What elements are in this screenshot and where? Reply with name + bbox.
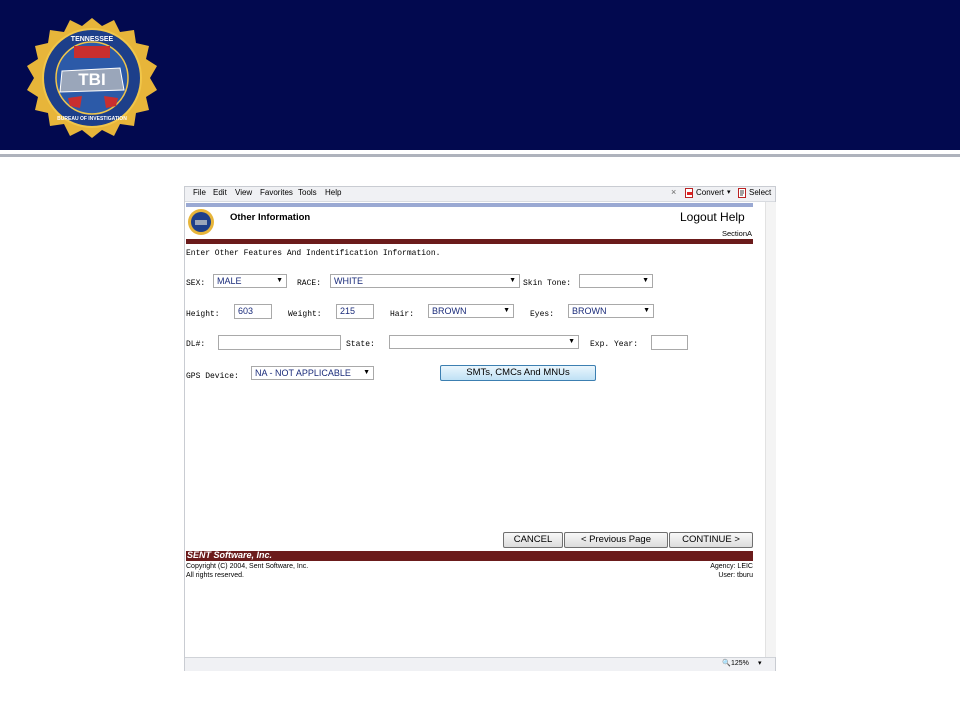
hair-label: Hair:: [390, 310, 415, 319]
eyes-select[interactable]: [568, 304, 654, 318]
chevron-down-icon: ▼: [509, 277, 516, 284]
race-select-value: WHITE: [334, 276, 363, 286]
copyright-text: Copyright (C) 2004, Sent Software, Inc.: [186, 563, 309, 570]
chevron-down-icon: ▼: [363, 369, 370, 376]
hair-select-value: BROWN: [432, 306, 467, 316]
chevron-down-icon: ▼: [643, 307, 650, 314]
eyes-select-value: BROWN: [572, 306, 607, 316]
section-label: SectionA: [721, 229, 752, 238]
close-toolbar-button[interactable]: ×: [671, 187, 677, 197]
exp-year-field[interactable]: [651, 335, 688, 350]
page-title: Other Information: [230, 212, 311, 223]
page-viewport: [185, 202, 765, 657]
height-label: Height:: [186, 310, 220, 319]
smt-button[interactable]: SMTs, CMCs And MNUs: [440, 365, 596, 381]
zoom-level[interactable]: 125%: [731, 660, 749, 667]
gps-select[interactable]: [251, 366, 374, 380]
agency-text: Agency: LEIC: [710, 563, 753, 570]
race-select[interactable]: [330, 274, 520, 288]
menu-favorites[interactable]: Favorites: [260, 188, 293, 197]
footer-brand: SENT Software, Inc.: [187, 550, 273, 560]
sex-select-value: MALE: [217, 276, 242, 286]
convert-button[interactable]: Convert: [696, 188, 725, 197]
state-label: State:: [346, 340, 375, 349]
weight-label: Weight:: [288, 310, 322, 319]
page-accent-bar: [186, 203, 753, 207]
menu-tools[interactable]: Tools: [298, 188, 317, 197]
chevron-down-icon: ▼: [568, 338, 575, 345]
banner-divider-shadow: [0, 154, 960, 157]
menu-bar: [185, 187, 775, 202]
menu-edit[interactable]: Edit: [213, 188, 227, 197]
state-select[interactable]: [389, 335, 579, 349]
menu-file[interactable]: File: [193, 188, 206, 197]
rights-text: All rights reserved.: [186, 572, 244, 579]
user-text: User: tburu: [718, 572, 753, 579]
chevron-down-icon: ▼: [276, 277, 283, 284]
header-divider: [186, 239, 753, 244]
hair-select[interactable]: [428, 304, 514, 318]
seal-center-text: TBI: [78, 70, 106, 89]
help-link[interactable]: Help: [720, 210, 745, 224]
gps-select-value: NA - NOT APPLICABLE: [255, 368, 351, 378]
menu-help[interactable]: Help: [325, 188, 342, 197]
header-banner: [0, 0, 960, 150]
vertical-scrollbar[interactable]: [765, 202, 776, 657]
instructions-text: Enter Other Features And Indentification Information.: [186, 249, 441, 258]
gps-label: GPS Device:: [186, 372, 239, 381]
select-icon: [738, 188, 747, 200]
chevron-down-icon: ▼: [503, 307, 510, 314]
tbi-seal-logo: [24, 16, 160, 144]
continue-button[interactable]: CONTINUE >: [669, 532, 753, 548]
dl-label: DL#:: [186, 340, 206, 349]
previous-page-button[interactable]: < Previous Page: [564, 532, 668, 548]
zoom-dropdown-icon[interactable]: ▾: [758, 660, 762, 667]
seal-top-text: TENNESSEE: [70, 36, 114, 43]
dl-field[interactable]: [218, 335, 341, 350]
exp-year-label: Exp. Year:: [590, 340, 639, 349]
browser-window: [184, 186, 776, 671]
top-links: [680, 210, 745, 224]
status-bar: [185, 657, 775, 671]
weight-field[interactable]: 215: [336, 304, 374, 319]
sex-label: SEX:: [186, 279, 206, 288]
tbi-seal-small-icon: [187, 208, 215, 236]
cancel-button[interactable]: CANCEL: [503, 532, 563, 548]
seal-bottom-text: BUREAU OF INVESTIGATION: [57, 116, 127, 122]
skin-tone-select[interactable]: [579, 274, 653, 288]
sex-select[interactable]: [213, 274, 287, 288]
height-field[interactable]: 603: [234, 304, 272, 319]
chevron-down-icon[interactable]: ▾: [727, 189, 731, 196]
select-button[interactable]: Select: [749, 188, 772, 197]
menu-view[interactable]: View: [235, 188, 253, 197]
chevron-down-icon: ▼: [642, 277, 649, 284]
pdf-icon: [685, 188, 694, 200]
skin-tone-label: Skin Tone:: [523, 279, 572, 288]
race-label: RACE:: [297, 279, 322, 288]
logout-link[interactable]: Logout: [680, 210, 717, 224]
eyes-label: Eyes:: [530, 310, 555, 319]
zoom-icon: 🔍: [722, 660, 731, 667]
